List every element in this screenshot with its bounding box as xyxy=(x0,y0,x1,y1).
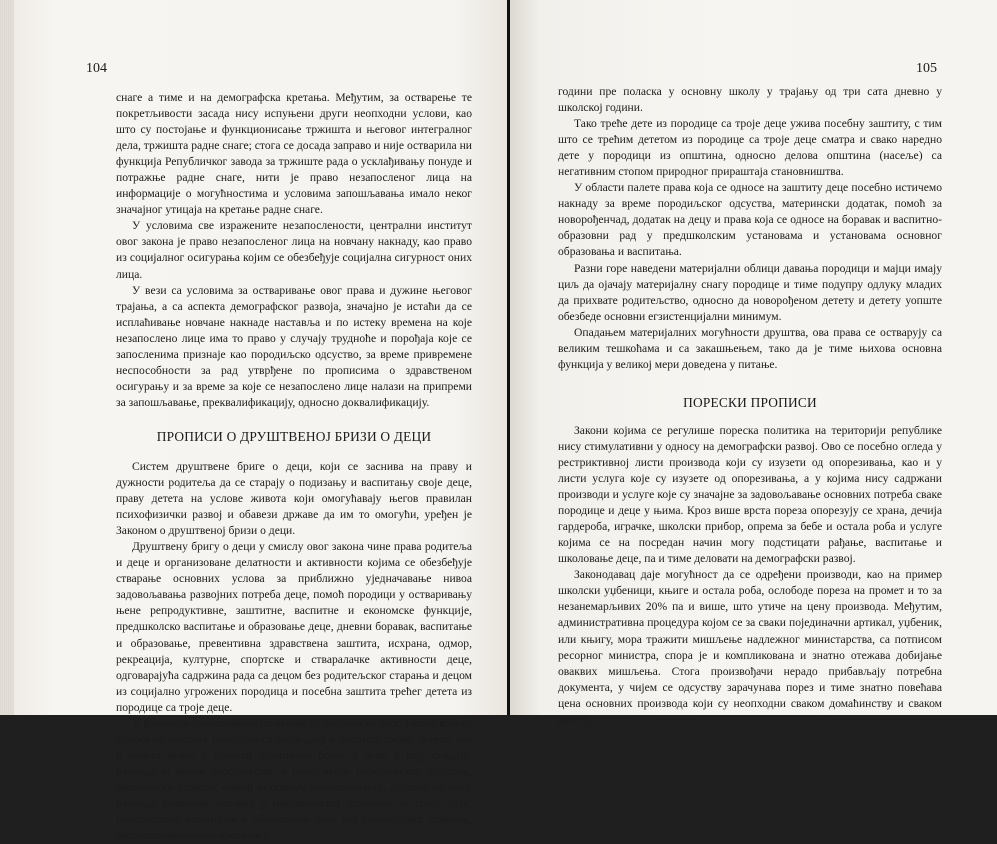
right-page xyxy=(510,0,997,726)
paragraph: Систем друштвене бриге о деци, који се заснива на праву и дужности родитеља да се старају о подизању и васпитању своје деце, праву детета на услове живота који омогућавају његов правилан психофизички развој и обавези државе да им то омогући, уређен је Законом о друштвеној бризи о деци. xyxy=(116,459,472,538)
page-body xyxy=(558,84,942,728)
paragraph: Тако треће дете из породице са троје деце ужива посебну заштиту, с тим што се трећим дететом из породице са троје деце сматра и свако наредно дете у породици из општина, односно делова општина (насеље) са негативним стопом природног прираштаја становништва. xyxy=(558,117,942,179)
paragraph: У функцији популационе политике су решења из овог закона која се односе на заштиту породица са троје деце и заштита трећег детета, као и палета права у области друштвене бриге о деци у коју спадају: накнада за време породиљског и продуженог породиљског одсуства, матерински додатак, помоћ за опрему новорођенчета, додатак на децу, накнада трошкова боравка у предшколској установи за треће дете, предшколско васпитање и образовање деце без родитељског старања, васпитно-образовни програм у xyxy=(116,716,472,843)
paragraph: Разни горе наведени материјални облици давања породици и мајци имају циљ да ојачају материјалну снагу породице и тиме подупру одлуку младих да прихвате родитељство, односно да новорођеном детету и детету уопште обезбеде основни егзистенцијални минимум. xyxy=(558,261,942,323)
section-heading: ПРОПИСИ О ДРУШТВЕНОЈ БРИЗИ О ДЕЦИ xyxy=(156,428,432,444)
page-number: 104 xyxy=(86,61,107,76)
paragraph: Закони којима се регулише пореска политика на територији републике нису стимулативни у односу на демографски развој. Ово се посебно огледа у рестриктивној листи производа који су изузети од опорезивања, као и у листи услуга које су изузете од опорезивања, а у којима нису садржани производи и услуге које су значајне за задовољавање основних потреба сваке породице и деце у њима. Кроз више врста пореза опорезују се храна, дечија гардероба, играчке, школски прибор, опрема за бебе и остала роба и услуге којима се на посредан начин могу подстицати рађање, васпитање и школовање деце, па и тиме деловати на демографски развој. xyxy=(558,423,942,566)
paragraph: У области палете права која се односе на заштиту деце посебно истичемо накнаду за време породиљског одсуства, матерински додатак, помоћ за новорођенчад, додатак на децу и права која се односе на боравак и васпитно-образовни рад у предшколским установама и установама основног образовања и васпитања. xyxy=(558,181,942,259)
paragraph: У условима све изражените незапослености, централни институт овог закона је право незапосленог лица на новчану накнаду, као право из социјалног осигурања којим се обезбеђује социјална сигурност оних лица. xyxy=(116,219,472,281)
paragraph: снаге а тиме и на демографска кретања. Међутим, за остварење те покретљивости засада нису испуњени други неопходни услови, као што су постојање и функционисање тржишта и његовог интегралног дела, тржишта радне снаге; стога се досада заправо и није остварила ни функција Републичког завода за тржиште рада о усклађивању понуде и потражње радне снаге, нити је право незапосленог лица на информације о могућностима и условима запошљавања имало неког значајног утицаја на кретање радне снаге. xyxy=(116,91,472,217)
paragraph: У вези са условима за остваривање овог права и дужине његовог трајања, а са аспекта демографског развоја, значајно је истаћи да се исплаћивање новчане накнаде наставља и по истеку времена на које незапослено лице има то право у случају трудноће и порођаја које се запосленима признаје као породиљско одсуство, за време привремене неспособности за рад утврђене по прописима о здравственом осигурању и за време за које се незапослено лице налази на припреми за запошљавање, преквалификацију, односно доквалификацију. xyxy=(116,283,472,409)
paragraph: Друштвену бригу о деци у смислу овог закона чине права родитеља и деце и организоване делатности и активности којима се обезбеђује стварање основних услова за приближно уједначавање нивоа задовољавања развојних потреба деце, помоћ породици у остваривању њене репродуктивне, заштитне, васпитне и економске функције, предшколско васпитање и образовање деце, дневни боравак, васпитање и образовање, превентивна здравствена заштита, исхрана, одмор, рекреација, културне, спортске и стваралачке активности деце, одговарајућа садржина рада са децом без родитељског старања и децом из социјално угрожених породица и посебна заштита трећег детета из породице са троје деце. xyxy=(116,540,472,714)
paragraph: години пре поласка у основну школу у трајању од три сата дневно у школској години. xyxy=(558,85,942,115)
page-body xyxy=(116,90,472,844)
page-edges xyxy=(0,0,14,715)
page-number: 105 xyxy=(916,61,937,76)
left-page xyxy=(14,0,507,843)
paragraph: Опадањем материјалних могућности друштва, ова права се остварују са великим тешкоћама и са закашњењем, тако да је тиме њихова основна функција у великој мери доведена у питање. xyxy=(558,325,942,371)
section-heading: ПОРЕСКИ ПРОПИСИ xyxy=(683,394,817,410)
paragraph: Законодавац даје могућност да се одређени производи, као на пример школски уџбеници, књиге и остала роба, ослободе пореза на промет и то за незанемарљивих 20% па и више, што утиче на цену производа. Међутим, административна процедура којом се за сваки појединачни артикал, уџбеник, или књигу, мора тражити мишљење надлежног министарства, са потписом ресорног министра, спора је и компликована и знатно отежава добијање оваквих мишљења. Стога произвођачи нерадо прибављају потребна документа, у чијем се одсуству зарачунава порез и тиме знатно повећава цена основних производа који су неопходни сваком домаћинству и сваком детету. xyxy=(558,568,942,726)
